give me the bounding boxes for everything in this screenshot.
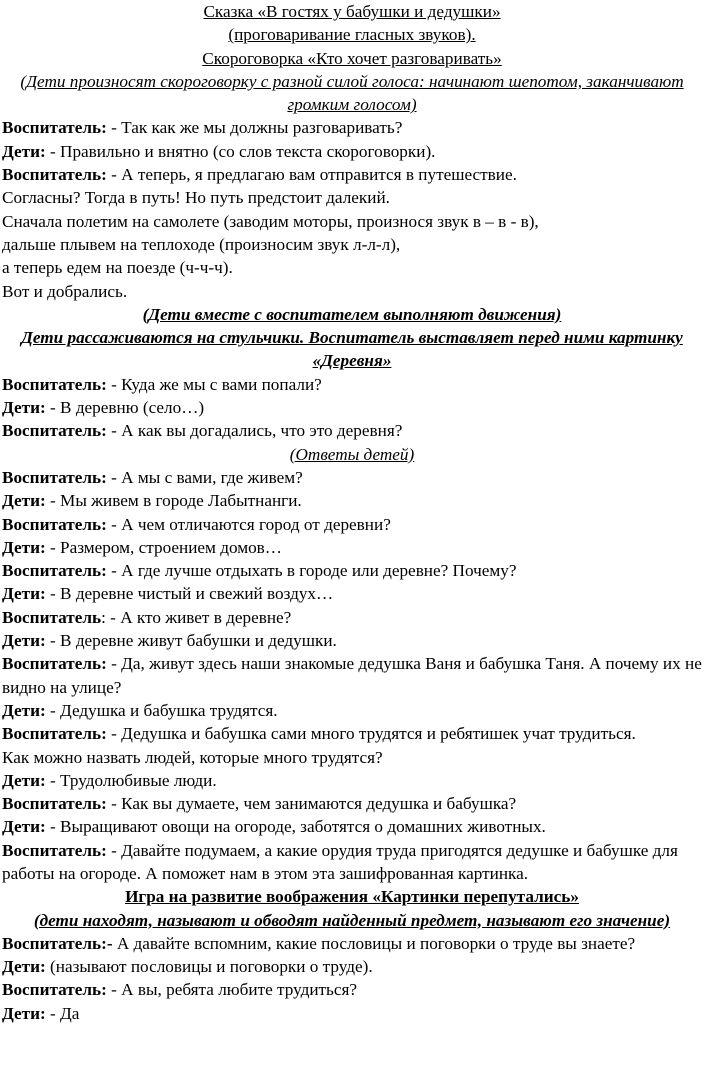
text-line: Сначала полетим на самолете (заводим моторы, произнося звук в – в - в), xyxy=(2,211,539,231)
title-note: (Дети произносят скороговорку с разной силой голоса: начинают шепотом, заканчивают громким голосом) xyxy=(20,71,684,115)
stage-direction: Дети рассаживаются на стульчики. Воспитатель выставляет перед ними картинку «Деревня» xyxy=(21,328,683,371)
text-line: Согласны? Тогда в путь! Но путь предстоит далекий. xyxy=(2,188,390,208)
dialogue-line: Воспитатель: - А где лучше отдыхать в городе или деревне? Почему? xyxy=(2,561,517,581)
speaker-children: Дети: xyxy=(2,537,46,557)
dialogue-line: Воспитатель: - Давайте подумаем, а какие орудия труда пригодятся дедушке и бабушке для работы на огороде. А поможет нам в этом эта зашифрованная картинка. xyxy=(2,840,678,883)
dialogue-line: Дети: - В деревне чистый и свежий воздух… xyxy=(2,584,334,604)
text-line: а теперь едем на поезде (ч-ч-ч). xyxy=(2,258,233,278)
speaker-children: Дети: xyxy=(2,398,46,418)
dialogue-line: Дети: - В деревню (село…) xyxy=(2,398,205,418)
dialogue-line: Дети: - Трудолюбивые люди. xyxy=(2,770,217,790)
dialogue-line: Воспитатель: - А мы с вами, где живем? xyxy=(2,467,303,487)
speaker-teacher: Воспитатель: xyxy=(2,374,107,394)
dialogue-line: Воспитатель: - Куда же мы с вами попали? xyxy=(2,374,322,394)
dialogue-line: Дети: (называют пословицы и поговорки о труде). xyxy=(2,957,373,977)
speaker-children: Дети: xyxy=(2,584,46,604)
dialogue-line: Дети: - Размером, строением домов… xyxy=(2,537,282,557)
speaker-teacher: Воспитатель: xyxy=(2,724,107,744)
dialogue-line: Дети: - Да xyxy=(2,1003,80,1023)
dialogue-line: Воспитатель: - А вы, ребята любите трудиться? xyxy=(2,980,358,1000)
speaker-teacher: Воспитатель: xyxy=(2,561,107,581)
speaker-children: Дети: xyxy=(2,141,46,161)
speaker-children: Дети: xyxy=(2,631,46,651)
title-line-3: Скороговорка «Кто хочет разговаривать» xyxy=(202,48,502,68)
speaker-teacher: Воспитатель: xyxy=(2,794,107,814)
game-heading: Игра на развитие воображения «Картинки перепутались» xyxy=(125,887,579,907)
dialogue-line: Воспитатель: - Как вы думаете, чем занимаются дедушка и бабушка? xyxy=(2,794,517,814)
dialogue-line: Воспитатель: - А кто живет в деревне? xyxy=(2,607,292,627)
speaker-children: Дети: xyxy=(2,491,46,511)
stage-direction: (дети находят, называют и обводят найденный предмет, называют его значение) xyxy=(33,910,671,930)
dialogue-line: Воспитатель: - Дедушка и бабушка сами много трудятся и ребятишек учат трудиться. xyxy=(2,724,636,744)
speaker-teacher: Воспитатель: xyxy=(2,980,107,1000)
speaker-teacher: Воспитатель: xyxy=(2,118,107,138)
speaker-teacher: Воспитатель: xyxy=(2,467,107,487)
dialogue-line: Воспитатель: - Так как же мы должны разговаривать? xyxy=(2,118,403,138)
stage-direction: (Дети вместе с воспитателем выполняют движения) xyxy=(142,304,562,324)
dialogue-line: Дети: - Выращивают овощи на огороде, заботятся о домашних животных. xyxy=(2,817,546,837)
dialogue-line: Воспитатель:- А давайте вспомним, какие пословицы и поговорки о труде вы знаете? xyxy=(2,933,636,953)
speaker-children: Дети: xyxy=(2,817,46,837)
speaker-children: Дети: xyxy=(2,700,46,720)
speaker-teacher: Воспитатель:- xyxy=(2,933,113,953)
speaker-teacher: Воспитатель: xyxy=(2,165,107,185)
stage-direction: (Ответы детей) xyxy=(289,444,415,464)
dialogue-line: Воспитатель: - А чем отличаются город от деревни? xyxy=(2,514,391,534)
dialogue-line: Дети: - Дедушка и бабушка трудятся. xyxy=(2,700,278,720)
speaker-teacher: Воспитатель: xyxy=(2,421,107,441)
text-line: дальше плывем на теплоходе (произносим звук л-л-л), xyxy=(2,234,401,254)
dialogue-line: Дети: - Мы живем в городе Лабытнанги. xyxy=(2,491,302,511)
title-line-1: Сказка «В гостях у бабушки и дедушки» xyxy=(203,2,501,21)
speaker-children: Дети: xyxy=(2,957,46,977)
text-line: Вот и добрались. xyxy=(2,281,128,301)
text-line: Как можно назвать людей, которые много трудятся? xyxy=(2,747,383,767)
dialogue-line: Дети: - Правильно и внятно (со слов текста скороговорки). xyxy=(2,141,436,161)
speaker-teacher: Воспитатель: xyxy=(2,514,107,534)
dialogue-line: Воспитатель: - А теперь, я предлагаю вам отправится в путешествие. xyxy=(2,165,517,185)
speaker-teacher: Воспитатель: xyxy=(2,654,107,674)
title-line-2: (проговаривание гласных звуков). xyxy=(228,25,476,45)
speaker-children: Дети: xyxy=(2,1003,46,1023)
dialogue-line: Воспитатель: - Да, живут здесь наши знакомые дедушка Ваня и бабушка Таня. А почему их не видно на улице? xyxy=(2,654,702,697)
speaker-children: Дети: xyxy=(2,770,46,790)
speaker-teacher: Воспитатель xyxy=(2,607,102,627)
speaker-teacher: Воспитатель: xyxy=(2,840,107,860)
dialogue-line: Дети: - В деревне живут бабушки и дедушки. xyxy=(2,631,337,651)
dialogue-line: Воспитатель: - А как вы догадались, что это деревня? xyxy=(2,421,403,441)
